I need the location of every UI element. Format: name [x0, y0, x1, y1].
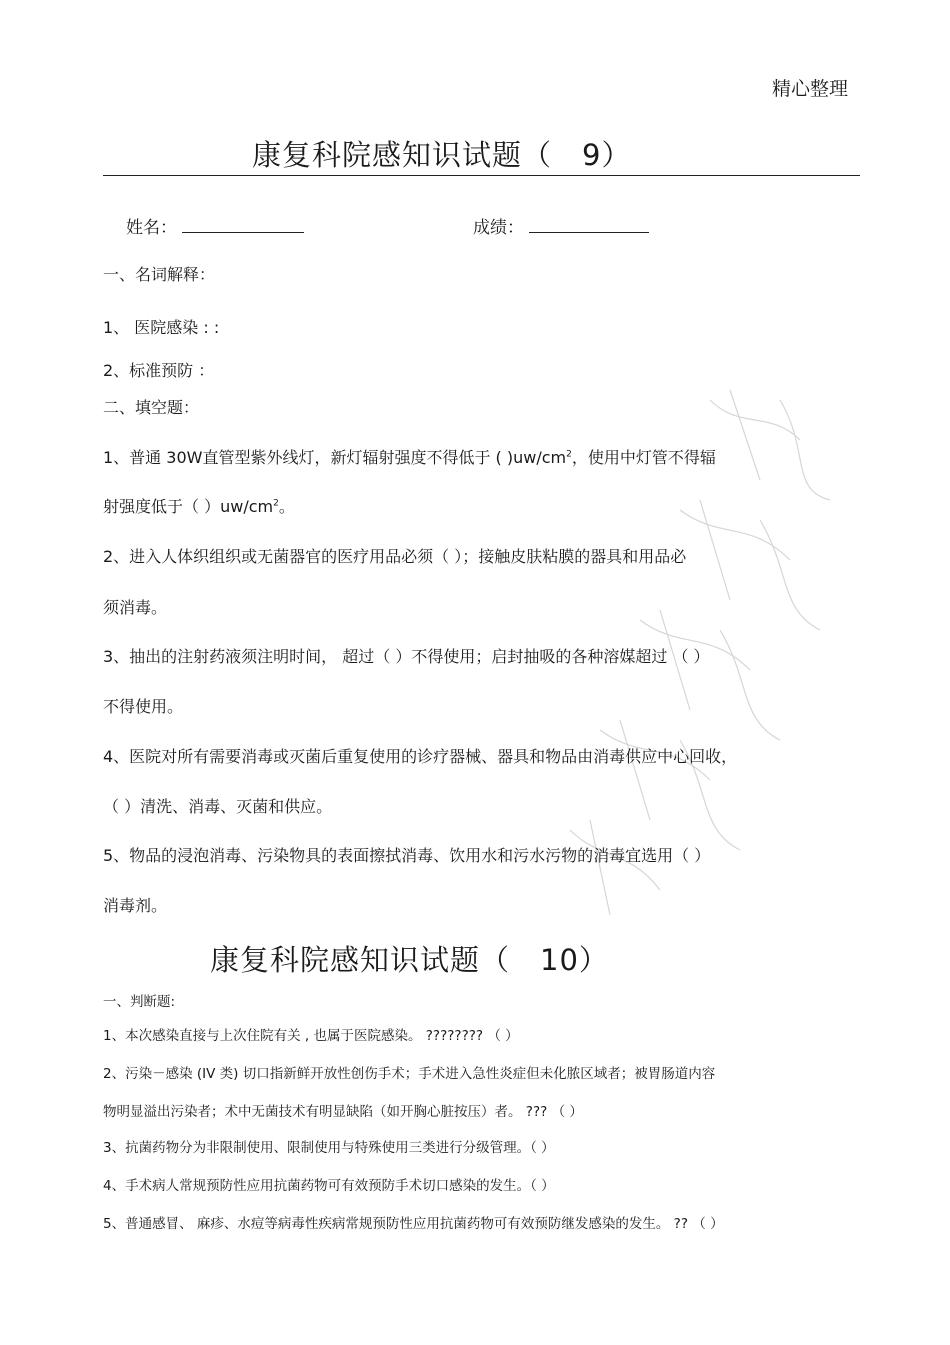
tf-item-2-line-1: 2、污染－感染 (IV 类) 切口指新鲜开放性创伤手术；手术进入急性炎症但未化脓区域者；被胃肠道内容: [103, 1066, 716, 1082]
name-label: 姓名：: [126, 218, 177, 238]
fill-item-2-line-1: 2、进入人体织组织或无菌器官的医疗用品必须（ ）；接触皮肤粘膜的器具和用品必: [103, 547, 687, 566]
fill-item-4-line-1: 4、医院对所有需要消毒或灭菌后重复使用的诊疗器械、器具和物品由消毒供应中心回收，: [103, 747, 738, 766]
fill-item-3-line-1: 3、抽出的注射药液须注明时间， 超过（ ）不得使用；启封抽吸的各种溶媒超过 （ ）: [103, 647, 710, 666]
fill-item-3-line-2: 不得使用。: [103, 697, 184, 716]
fill-item-1-line-1: 1、普通 30W直管型紫外线灯，新灯辐射强度不得低于 ( )$uw/cm^2$，使用中灯管不得辐: [103, 448, 716, 467]
definition-item-1: 1、 医院感染 : :: [103, 318, 220, 337]
score-field[interactable]: [473, 213, 649, 238]
name-blank[interactable]: [182, 216, 304, 233]
score-blank[interactable]: [529, 216, 649, 233]
tf-item-2-line-2: 物明显溢出污染者；术中无菌技术有明显缺陷（如开胸心脏按压）者。 ??? （ ）: [103, 1104, 583, 1120]
fill-item-4-line-2: （ ）清洗、消毒、灭菌和供应。: [103, 797, 333, 816]
quiz-10-title: 康复科院感知识试题（ 10）: [210, 943, 609, 977]
section-true-false: 一、判断题:: [103, 994, 176, 1010]
fill-item-2-line-2: 须消毒。: [103, 598, 168, 617]
section-fill-blank: 二、填空题：: [103, 398, 200, 417]
score-label: 成绩：: [473, 218, 524, 238]
header-label: 精心整理: [772, 78, 849, 100]
name-field[interactable]: [126, 213, 304, 238]
tf-item-5: 5、普通感冒、 麻疹、水痘等病毒性疾病常规预防性应用抗菌药物可有效预防继发感染的发生。 ?? （ ）: [103, 1216, 724, 1232]
definition-item-2: 2、标准预防 ：: [103, 361, 215, 380]
fill-item-5-line-2: 消毒剂。: [103, 896, 168, 915]
fill-item-5-line-1: 5、物品的浸泡消毒、污染物具的表面擦拭消毒、饮用水和污水污物的消毒宜选用（ ）: [103, 846, 711, 865]
tf-item-3: 3、抗菌药物分为非限制使用、限制使用与特殊使用三类进行分级管理。（ ）: [103, 1140, 555, 1156]
section-definitions: 一、名词解释：: [103, 265, 216, 284]
fill-item-1-line-2: 射强度低于（ ）$uw/cm^2$。: [103, 497, 295, 516]
tf-item-4: 4、手术病人常规预防性应用抗菌药物可有效预防手术切口感染的发生。（ ）: [103, 1178, 555, 1194]
title-underline: [103, 175, 860, 176]
quiz-9-title: 康复科院感知识试题（ 9）: [252, 138, 632, 172]
tf-item-1: 1、本次感染直接与上次住院有关 , 也属于医院感染。 ???????? （ ）: [103, 1028, 519, 1044]
